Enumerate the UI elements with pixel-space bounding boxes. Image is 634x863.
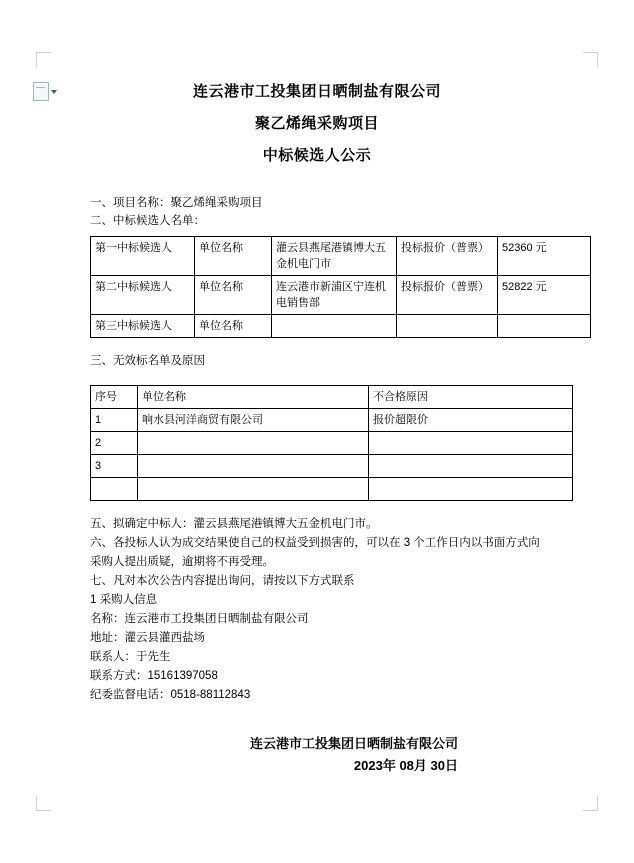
column-header-reason: 不合格原因 [369, 386, 573, 409]
document-title-block [0, 76, 634, 172]
signature-organization: 连云港市工投集团日晒制盐有限公司 [249, 736, 458, 751]
invalid-no [91, 478, 138, 501]
candidate-company: 连云港市新浦区宁连机电销售部 [272, 276, 397, 315]
candidate-company-label: 单位名称 [195, 276, 272, 315]
candidate-price-label: 投标报价（普票） [397, 276, 498, 315]
title-line-2: 聚乙烯绳采购项目 [254, 115, 379, 132]
candidate-price: 52360 元 [498, 237, 591, 276]
purchaser-name: 名称：连云港市工投集团日晒制盐有限公司 [90, 613, 309, 625]
table-row [91, 315, 591, 338]
supervision-phone: 纪委监督电话：0518-88112843 [90, 689, 251, 701]
section-3-heading: 三、无效标名单及原因 [90, 355, 205, 367]
candidate-rank: 第一中标候选人 [91, 237, 195, 276]
candidate-price-label: 投标报价（普票） [397, 237, 498, 276]
invalid-bids-table [90, 385, 573, 501]
section-2-heading: 二、中标候选人名单： [90, 215, 205, 227]
table-row [91, 276, 591, 315]
column-header-company: 单位名称 [138, 386, 369, 409]
tail-line-6: 六、各投标人认为成交结果使自己的权益受到损害的，可以在 3 个工作日内以书面方式向采购人提出质疑，逾期将不再受理。 [90, 537, 540, 568]
invalid-company [138, 455, 369, 478]
spacer [90, 338, 544, 352]
invalid-company: 响水县河洋商贸有限公司 [138, 409, 369, 432]
column-header-no: 序号 [91, 386, 138, 409]
spacer [90, 501, 544, 515]
purchaser-contact: 联系人：于先生 [90, 651, 171, 663]
invalid-no: 3 [91, 455, 138, 478]
table-row [91, 432, 573, 455]
signature-block [90, 733, 544, 777]
section-1-project-name: 一、项目名称：聚乙烯绳采购项目 [90, 197, 263, 209]
purchaser-info-heading: 1 采购人信息 [90, 594, 158, 606]
title-line-1: 连云港市工投集团日晒制盐有限公司 [192, 83, 441, 100]
crop-mark-bottom-left [36, 796, 51, 811]
candidates-table [90, 236, 591, 338]
tail-line-7: 七、凡对本次公告内容提出询问，请按以下方式联系 [90, 575, 355, 587]
spacer [90, 370, 544, 379]
table-row [91, 237, 591, 276]
candidate-rank: 第三中标候选人 [91, 315, 195, 338]
title-line-3: 中标候选人公示 [262, 147, 372, 164]
candidate-rank: 第二中标候选人 [91, 276, 195, 315]
table-row [91, 455, 573, 478]
candidate-company-label: 单位名称 [195, 237, 272, 276]
candidate-company: 灌云县燕尾港镇博大五金机电门市 [272, 237, 397, 276]
crop-mark-bottom-right [583, 796, 598, 811]
invalid-reason [369, 432, 573, 455]
tail-line-5: 五、拟确定中标人：灌云县燕尾港镇博大五金机电门市。 [90, 518, 378, 530]
document-body [90, 194, 547, 777]
purchaser-address: 地址：灌云县灌西盐场 [90, 632, 205, 644]
candidate-company-label: 单位名称 [195, 315, 272, 338]
candidate-price [498, 315, 591, 338]
invalid-no: 2 [91, 432, 138, 455]
candidate-price: 52822 元 [498, 276, 591, 315]
invalid-company [138, 432, 369, 455]
candidate-company [272, 315, 397, 338]
table-row [91, 409, 573, 432]
purchaser-phone: 联系方式：15161397058 [90, 670, 218, 682]
invalid-no: 1 [91, 409, 138, 432]
table-row [91, 478, 573, 501]
table-header-row [91, 386, 573, 409]
candidate-price-label [397, 315, 498, 338]
invalid-reason: 报价超限价 [369, 409, 573, 432]
document-tail-lines [90, 515, 544, 705]
invalid-company [138, 478, 369, 501]
invalid-reason [369, 478, 573, 501]
signature-date: 2023年 08月 30日 [353, 758, 458, 773]
invalid-reason [369, 455, 573, 478]
